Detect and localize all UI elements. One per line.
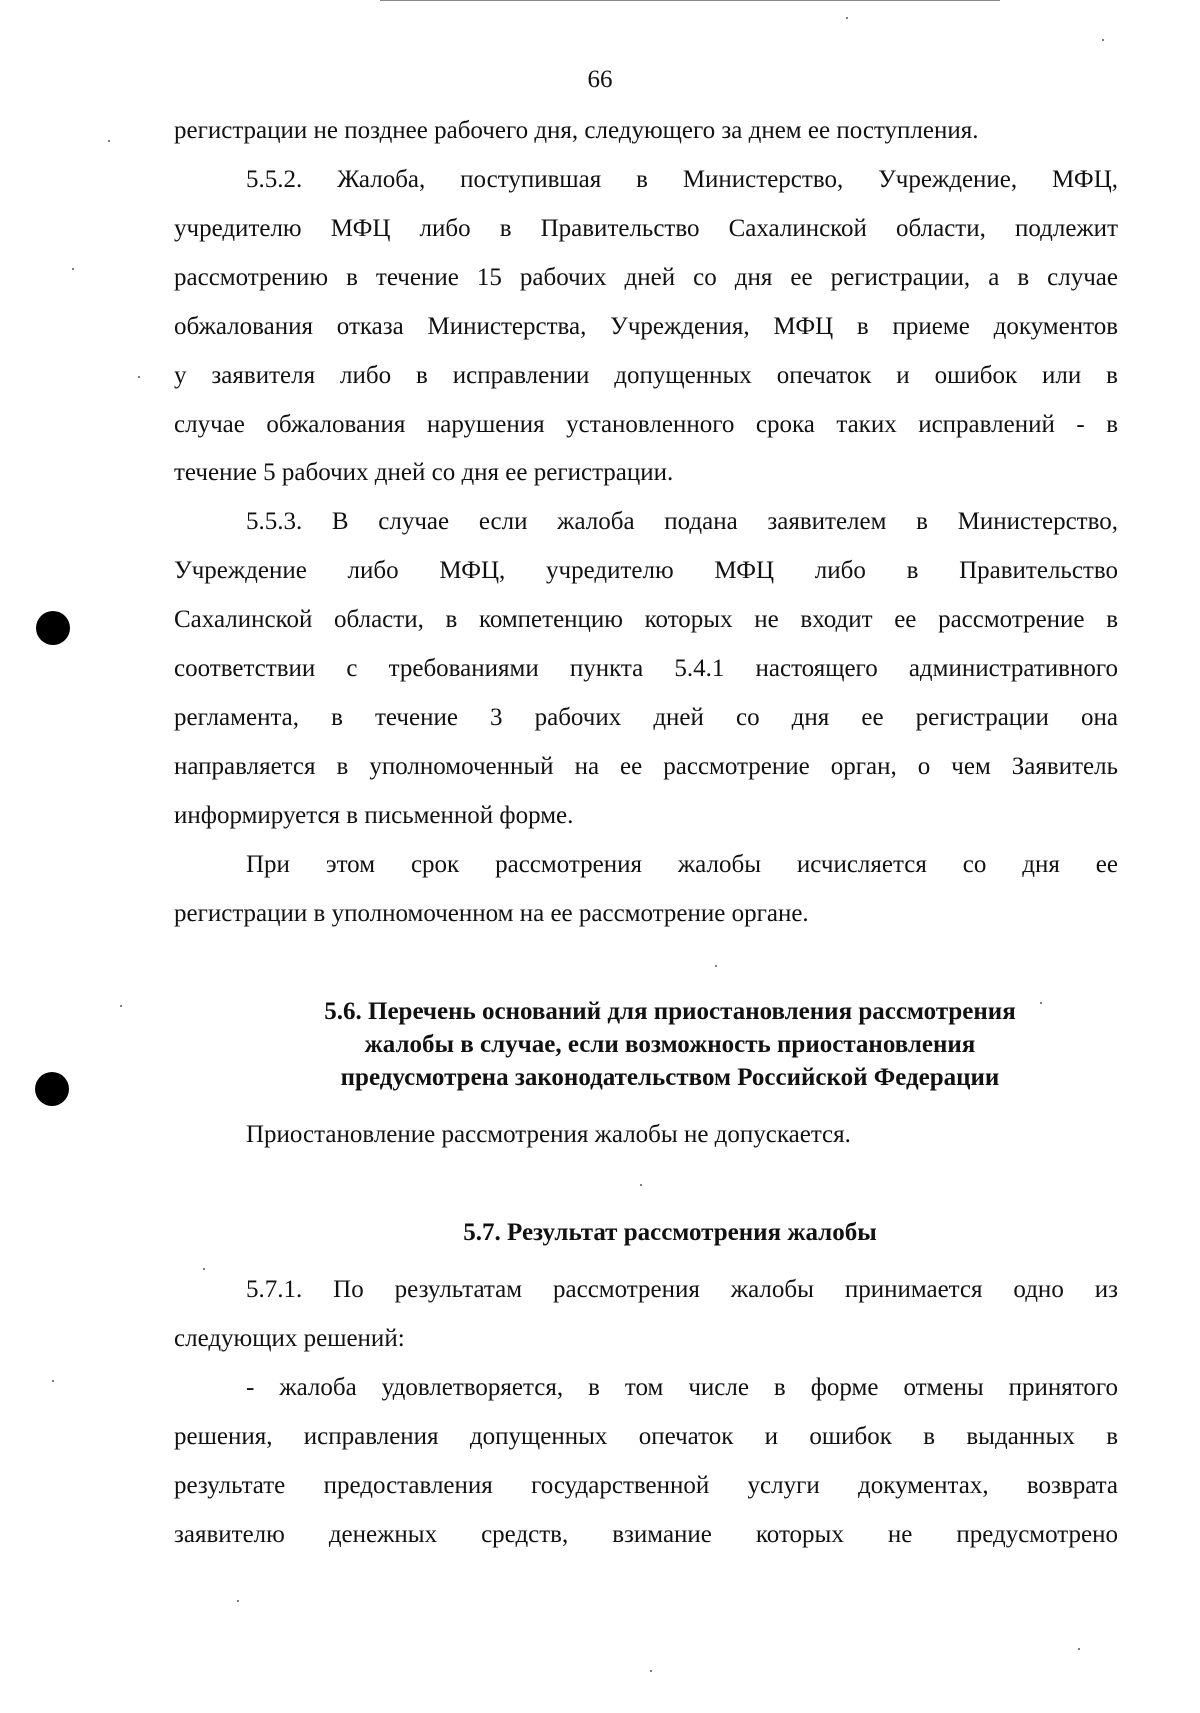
scan-speck	[1078, 1648, 1080, 1650]
paragraph-line: решения, исправления допущенных опечаток и ошибок в выданных в	[174, 1423, 1118, 1450]
paragraph-line: учредителю МФЦ либо в Правительство Сахалинской области, подлежит	[174, 215, 1118, 242]
paragraph-line: информируется в письменной форме.	[174, 802, 574, 829]
scan-speck	[1040, 1002, 1042, 1004]
scan-speck	[846, 17, 848, 19]
page-number: 66	[587, 66, 613, 93]
paragraph-line: следующих решений:	[174, 1325, 405, 1352]
scan-speck	[108, 140, 110, 142]
paragraph-line: направляется в уполномоченный на ее рассмотрение орган, о чем Заявитель	[174, 753, 1118, 780]
paragraph-line: При этом срок рассмотрения жалобы исчисляется со дня ее	[246, 851, 1118, 878]
scan-speck	[52, 1380, 54, 1382]
paragraph-line: регистрации в уполномоченном на ее рассмотрение органе.	[174, 900, 809, 927]
paragraph-line: Сахалинской области, в компетенцию которых не входит ее рассмотрение в	[174, 606, 1118, 633]
scan-speck	[237, 1600, 239, 1602]
scan-speck	[650, 1670, 652, 1672]
paragraph-line: случае обжалования нарушения установленного срока таких исправлений - в	[174, 411, 1118, 438]
paragraph-line: - жалоба удовлетворяется, в том числе в форме отмены принятого	[246, 1374, 1118, 1401]
scan-speck	[1102, 39, 1104, 41]
paragraph-line: регистрации не позднее рабочего дня, следующего за днем ее поступления.	[174, 117, 979, 144]
paragraph-line: обжалования отказа Министерства, Учреждения, МФЦ в приеме документов	[174, 313, 1118, 340]
scan-speck	[72, 268, 74, 270]
paragraph-line: у заявителя либо в исправлении допущенных опечаток и ошибок или в	[174, 362, 1118, 389]
section-heading-5-6: предусмотрена законодательством Российской Федерации	[340, 1064, 1000, 1091]
scan-edge-rule	[380, 0, 1000, 1]
scan-speck	[203, 1268, 205, 1270]
punch-hole-top	[36, 611, 70, 645]
paragraph-line: 5.7.1. По результатам рассмотрения жалобы принимается одно из	[246, 1276, 1118, 1303]
paragraph-line: 5.5.2. Жалоба, поступившая в Министерство, Учреждение, МФЦ,	[246, 166, 1118, 193]
paragraph-line: заявителю денежных средств, взимание которых не предусмотрено	[174, 1521, 1118, 1548]
paragraph-line: течение 5 рабочих дней со дня ее регистрации.	[174, 459, 674, 486]
paragraph-line: регламента, в течение 3 рабочих дней со дня ее регистрации она	[174, 704, 1118, 731]
section-heading-5-6: 5.6. Перечень оснований для приостановления рассмотрения	[324, 998, 1016, 1025]
section-5-6-body: Приостановление рассмотрения жалобы не допускается.	[246, 1121, 851, 1148]
paragraph-line: соответствии с требованиями пункта 5.4.1 настоящего административного	[174, 655, 1118, 682]
paragraph-line: Учреждение либо МФЦ, учредителю МФЦ либо в Правительство	[174, 557, 1118, 584]
paragraph-line: 5.5.3. В случае если жалоба подана заявителем в Министерство,	[246, 508, 1118, 535]
scan-speck	[640, 1184, 642, 1186]
section-heading-5-7: 5.7. Результат рассмотрения жалобы	[463, 1219, 877, 1246]
scan-speck	[120, 1005, 122, 1007]
paragraph-line: рассмотрению в течение 15 рабочих дней со дня ее регистрации, а в случае	[174, 264, 1118, 291]
paragraph-line: результате предоставления государственной услуги документах, возврата	[174, 1472, 1118, 1499]
punch-hole-bottom	[35, 1072, 69, 1106]
scan-speck	[138, 376, 140, 378]
section-heading-5-6: жалобы в случае, если возможность приостановления	[364, 1031, 976, 1058]
scan-speck	[715, 965, 717, 967]
